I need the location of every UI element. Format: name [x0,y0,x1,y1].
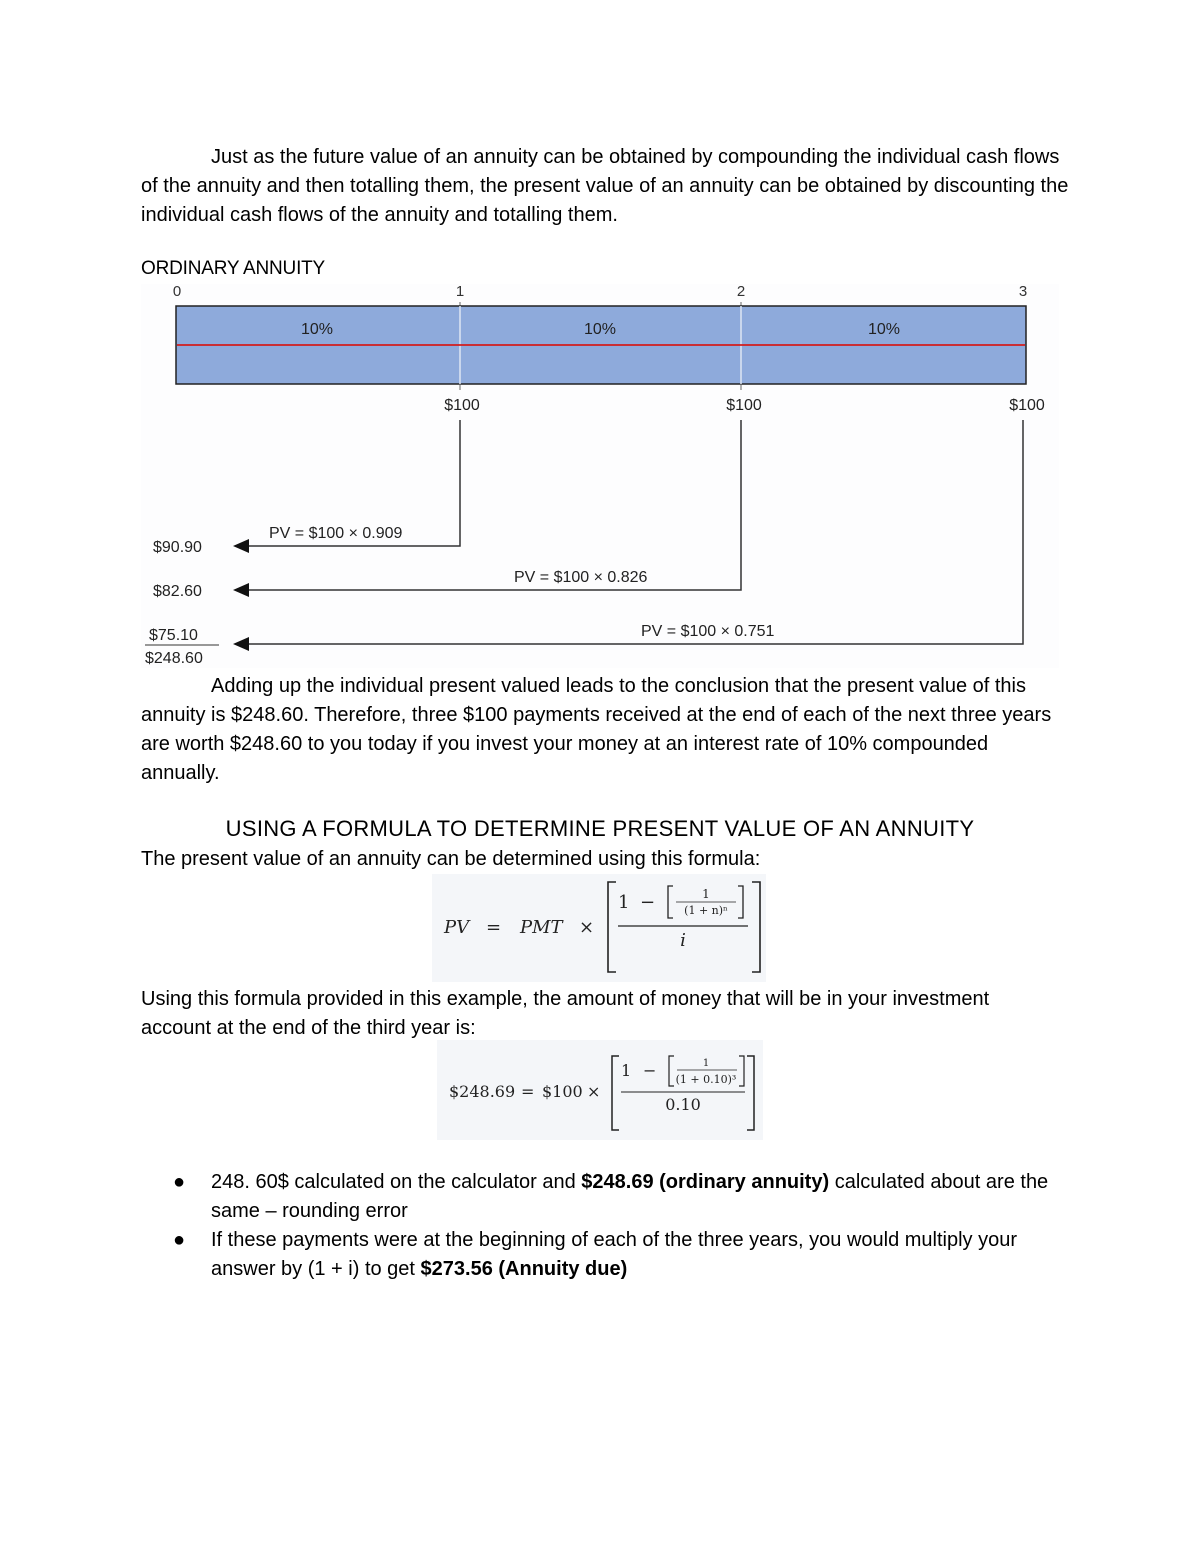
bullet-text: If these payments were at the beginning of each of the three years, you would multiply your answer by (1 + i) to get [211,1229,1018,1280]
annuity-timeline-diagram [141,280,1059,668]
period-label-1: 1 [455,283,465,300]
bullet-dot-icon: ● [173,1171,186,1193]
example-minus: − [643,1061,657,1080]
intro-paragraph: Just as the future value of an annuity can be obtained by compounding the individual cash flows of the annuity and then totalling them, the present value of an annuity can be obtained by discounting the individual cash flows of the annuity and totalling them. [141,146,1069,226]
example-equals: = [521,1082,535,1101]
rate-label-3: 10% [867,321,901,338]
period-label-0: 0 [172,283,182,300]
formula-minus: − [640,892,656,913]
payment-label-2: $100 [726,397,762,414]
formula-section-title: USING A FORMULA TO DETERMINE PRESENT VALUE OF AN ANNUITY [225,816,975,841]
example-lhs: $248.69 [449,1082,516,1101]
bullet-dot-icon: ● [173,1229,186,1251]
formula-one: 1 [618,892,630,913]
using-formula-text: Using this formula provided in this example, the amount of money that will be in your investment account at the end of the third year is: [141,988,990,1039]
general-pv-formula [432,874,766,982]
pv-formula-1: PV = $100 × 0.909 [269,525,403,542]
bullet-item [141,1226,1061,1284]
example-inner-numerator: 1 [702,1058,710,1069]
intro-section [141,143,1071,230]
pv-value-2: $82.60 [153,583,202,600]
formula-lhs: PV [444,917,470,938]
payment-label-1: $100 [444,397,480,414]
payment-label-3: $100 [1009,397,1045,414]
conclusion-paragraph: Adding up the individual present valued leads to the conclusion that the present value of this annuity is $248.60. Therefore, three $100 payments received at the end of each of the next three years are worth $248.60 to you today if you invest your money at an interest rate of 10% compounded annually. [141,675,1052,784]
formula-times: × [579,917,595,938]
bullet-item [141,1168,1061,1226]
rate-label-2: 10% [583,321,617,338]
example-times: × [587,1082,601,1101]
formula-intro-text: The present value of an annuity can be determined using this formula: [141,848,761,870]
bullet-bold-text: $248.69 (ordinary annuity) [581,1171,830,1193]
pv-value-3: $75.10 [149,627,198,644]
pv-value-1: $90.90 [153,539,202,556]
ordinary-annuity-heading: ORDINARY ANNUITY [141,258,326,279]
bullet-text: calculated about are the same – rounding error [211,1171,1049,1222]
pv-formula-3: PV = $100 × 0.751 [641,623,775,640]
bullet-text: 248. 60$ calculated on the calculator and [211,1171,582,1193]
period-label-3: 3 [1018,283,1028,300]
pv-formula-2: PV = $100 × 0.826 [514,569,648,586]
formula-inner-numerator: 1 [702,887,710,901]
period-label-2: 2 [736,283,746,300]
example-pmt: $100 [542,1082,583,1101]
formula-rate-i: i [680,930,686,951]
rate-label-1: 10% [300,321,334,338]
bullet-bold-text: $273.56 (Annuity due) [420,1258,628,1280]
example-one: 1 [621,1061,632,1080]
summary-bullets [141,1168,1061,1284]
formula-pmt: PMT [520,917,563,938]
example-inner-denominator: (1 + 0.10)³ [675,1073,737,1086]
formula-inner-denominator: (1 + n)ⁿ [684,904,728,917]
conclusion-section [141,672,1066,788]
example-pv-formula [437,1040,763,1140]
formula-equals: = [486,917,502,938]
example-rate: 0.10 [665,1095,701,1114]
pv-total: $248.60 [145,650,203,667]
